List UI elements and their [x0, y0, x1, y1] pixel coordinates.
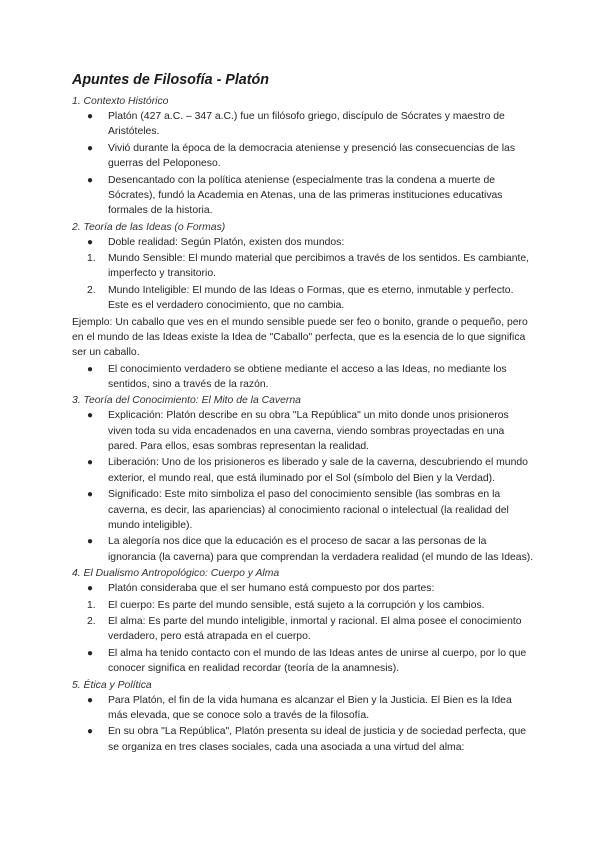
list-item: ● Platón consideraba que el ser humano está compuesto por dos partes:: [72, 581, 534, 596]
bullet-icon: ●: [87, 111, 94, 122]
bullet-list: [72, 109, 534, 218]
list-item: ● Doble realidad: Según Platón, existen dos mundos:: [72, 235, 534, 250]
bullet-icon: ●: [87, 726, 94, 738]
list-item: ● Para Platón, el fin de la vida humana es alcanzar el Bien y la Justicia. El Bien es la Idea más elevada, que se conoce solo a través de la filosofía.: [87, 694, 512, 721]
bullet-icon: ●: [87, 457, 94, 469]
section-dualismo: [72, 566, 534, 676]
bullet-icon: ●: [87, 694, 94, 706]
list-item: ● Explicación: Platón describe en su obra "La República" un mito donde unos prisioneros viven toda su vida encadenados en una caverna, viendo sombras proyectadas en una pared. Para ellos, esas sombras representan la realidad.: [87, 410, 509, 452]
list-item: ● Significado: Este mito simboliza el paso del conocimiento sensible (las sombras en la caverna, es decir, las apariencias) al conocimiento racional o intelectual (la realidad del mundo inteligible).: [87, 489, 509, 531]
list-item: ● La alegoría nos dice que la educación es el proceso de sacar a las personas de la ignorancia (la caverna) para que comprendan la verdadera realidad (el mundo de las Ideas).: [87, 536, 534, 563]
list-item: 1. El cuerpo: Es parte del mundo sensible, está sujeto a la corrupción y los cambios.: [72, 598, 534, 613]
list-number: 2.: [87, 616, 96, 628]
bullet-icon: ●: [87, 363, 94, 375]
section-heading: 3. Teoría del Conocimiento: El Mito de la Caverna: [72, 395, 301, 407]
bullet-list: [72, 581, 534, 596]
section-teoria-ideas: [72, 220, 534, 393]
bullet-icon: ●: [87, 583, 94, 595]
bullet-icon: ●: [87, 174, 94, 186]
bullet-list: [72, 646, 534, 677]
list-item: 2. El alma: Es parte del mundo inteligible, inmortal y racional. El alma posee el conocimiento verdadero, pero está atrapada en el cuerpo.: [87, 616, 522, 643]
bullet-list: [72, 408, 534, 565]
section-etica-politica: [72, 678, 534, 755]
bullet-icon: ●: [87, 142, 94, 154]
list-item: ● Liberación: Uno de los prisioneros es liberado y sale de la caverna, descubriendo el mundo exterior, el mundo real, que está iluminado por el Sol (símbolo del Bien y la Verdad).: [87, 457, 528, 484]
bullet-icon: ●: [87, 536, 94, 548]
document-title: Apuntes de Filosofía - Platón: [72, 72, 269, 88]
numbered-list: [72, 598, 534, 645]
section-heading: 4. El Dualismo Antropológico: Cuerpo y Alma: [72, 568, 280, 580]
list-item: ● El conocimiento verdadero se obtiene mediante el acceso a las Ideas, no mediante los sentidos, sino a través de la razón.: [87, 363, 507, 390]
document-content: [72, 72, 534, 756]
list-item: ● Vivió durante la época de la democracia ateniense y presenció las consecuencias de las guerras del Peloponeso.: [87, 142, 516, 170]
list-item: 2. Mundo Inteligible: El mundo de las Ideas o Formas, que es eterno, inmutable y perfecto. Este es el verdadero conocimiento, que no cambia.: [87, 284, 514, 312]
section-mito-caverna: [72, 393, 534, 565]
list-number: 1.: [87, 599, 96, 611]
section-contexto-historico: [72, 94, 534, 218]
bullet-list: [72, 235, 534, 250]
bullet-list: [72, 362, 534, 393]
bullet-icon: ●: [87, 647, 94, 659]
section-heading: 2. Teoría de las Ideas (o Formas): [72, 221, 226, 233]
list-number: 2.: [87, 284, 96, 296]
bullet-icon: ●: [87, 489, 94, 501]
bullet-icon: ●: [87, 410, 94, 422]
numbered-list: [72, 251, 534, 313]
bullet-list: [72, 693, 534, 755]
list-item: ● En su obra "La República", Platón presenta su ideal de justicia y de sociedad perfecta, que se organiza en tres clases sociales, cada una asociada a una virtud del alma:: [87, 726, 527, 753]
example-paragraph: Ejemplo: Un caballo que ves en el mundo sensible puede ser feo o bonito, grande o pequeño, pero en el mundo de las Ideas existe la Idea de "Caballo" perfecta, que es la esencia de lo que significa ser un caballo.: [72, 316, 528, 359]
list-item: ● El alma ha tenido contacto con el mundo de las Ideas antes de unirse al cuerpo, por lo que conocer significa en realidad recordar (teoría de la anamnesis).: [87, 647, 527, 675]
list-item: ● Platón (427 a.C. – 347 a.C.) fue un filósofo griego, discípulo de Sócrates y maestro de Aristóteles.: [87, 111, 505, 138]
list-item: 1. Mundo Sensible: El mundo material que percibimos a través de los sentidos. Es cambiante, imperfecto y transitorio.: [87, 253, 530, 280]
list-item: ● Desencantado con la política ateniense (especialmente tras la condena a muerte de Sócrates), fundó la Academia en Atenas, una de las primeras instituciones educativas formales de la historia.: [87, 174, 503, 217]
section-heading: 1. Contexto Histórico: [72, 96, 169, 107]
bullet-icon: ●: [87, 236, 94, 248]
section-heading: 5. Ética y Política: [72, 679, 152, 691]
list-number: 1.: [87, 253, 96, 265]
